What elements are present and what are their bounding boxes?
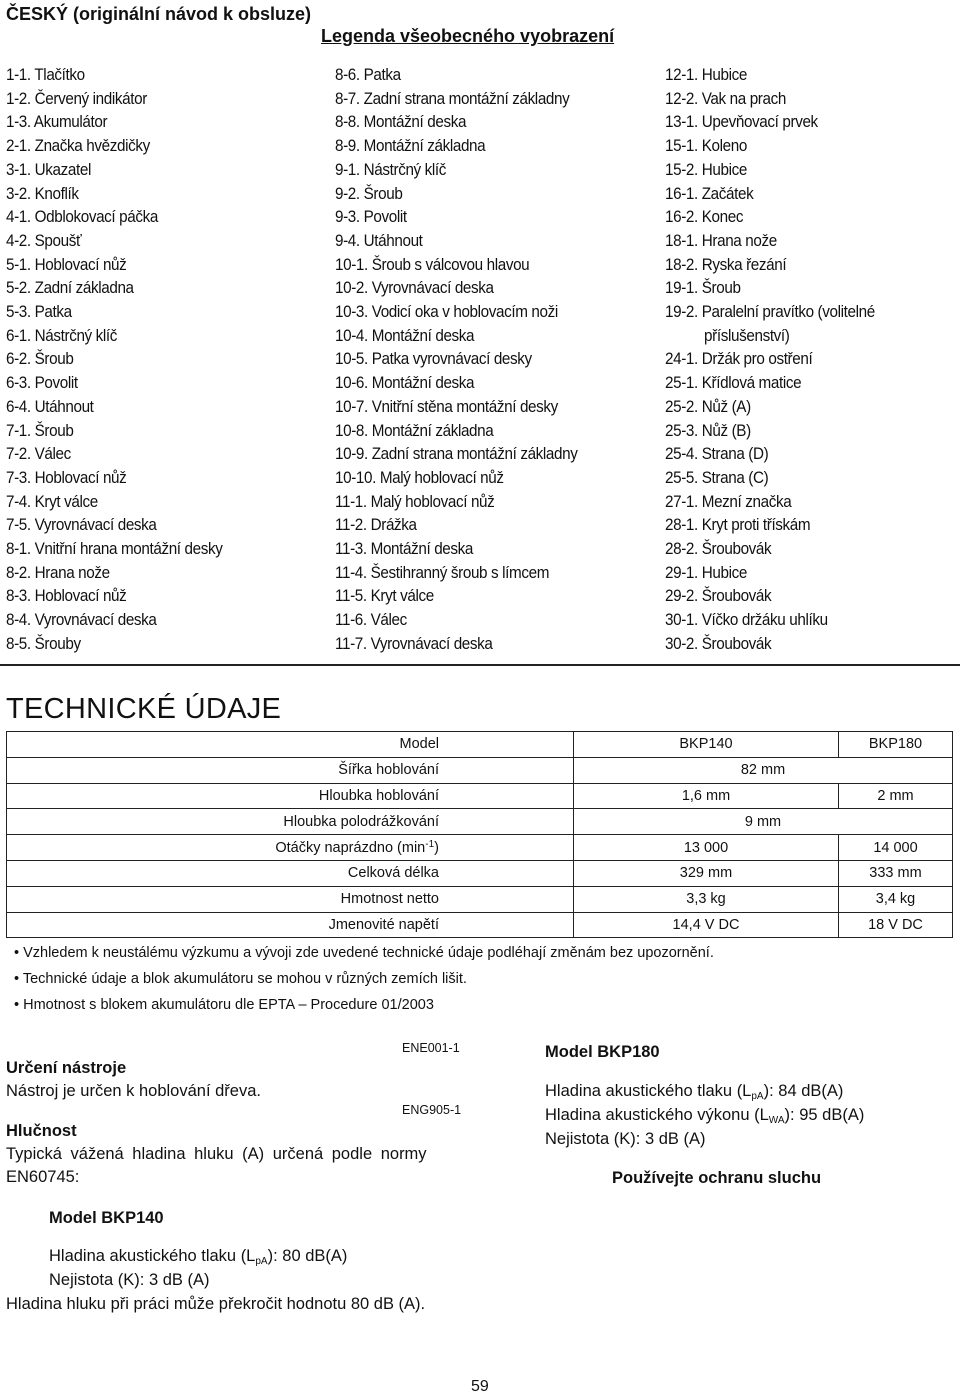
spec-label: Model xyxy=(7,732,574,758)
legend-item: 8-1. Vnitřní hrana montážní desky xyxy=(6,540,223,559)
section-divider xyxy=(0,664,960,666)
bkp140-exceed-note: Hladina hluku při práci může překročit hodnotu 80 dB (A). xyxy=(6,1295,426,1313)
legend-item: 29-1. Hubice xyxy=(665,563,747,582)
legend-item: 8-4. Vyrovnávací deska xyxy=(6,611,157,630)
noise-text: Typická vážená hladina hluku (A) určená podle normy xyxy=(6,1145,427,1163)
spec-value: 13 000 xyxy=(574,835,839,861)
legend-item: 10-7. Vnitřní stěna montážní desky xyxy=(335,397,558,416)
legend-item: 11-4. Šestihranný šroub s límcem xyxy=(335,563,550,582)
table-row xyxy=(7,912,953,938)
spec-notes xyxy=(14,940,714,1018)
legend-column-1 xyxy=(6,64,223,657)
legend-column-3 xyxy=(665,64,875,657)
legend-item: 11-3. Montážní deska xyxy=(335,540,474,559)
noise-text: EN60745: xyxy=(6,1168,80,1186)
spec-value: 2 mm xyxy=(839,783,953,809)
legend-item: 2-1. Značka hvězdičky xyxy=(6,137,150,156)
spec-label xyxy=(7,835,574,861)
legend-item: 9-4. Utáhnout xyxy=(335,231,423,250)
legend-item: 11-2. Drážka xyxy=(335,516,417,535)
legend-item: 15-1. Koleno xyxy=(665,137,747,156)
legend-item: 10-5. Patka vyrovnávací desky xyxy=(335,350,532,369)
legend-item: 18-2. Ryska řezání xyxy=(665,255,787,274)
noise-heading: Hlučnost xyxy=(6,1122,77,1140)
legend-item: 24-1. Držák pro ostření xyxy=(665,350,813,369)
legend-item: 6-4. Utáhnout xyxy=(6,397,94,416)
text: ): 95 dB(A) xyxy=(784,1106,865,1124)
spec-value: 14 000 xyxy=(839,835,953,861)
spec-value: BKP140 xyxy=(574,732,839,758)
specs-title: TECHNICKÉ ÚDAJE xyxy=(6,693,282,725)
legend-item: 5-2. Zadní základna xyxy=(6,279,134,298)
legend-item: 25-4. Strana (D) xyxy=(665,445,769,464)
bkp180-lpa xyxy=(545,1080,843,1103)
legend-item: 12-1. Hubice xyxy=(665,66,747,84)
legend-item: 7-4. Kryt válce xyxy=(6,492,98,511)
legend-item: 10-9. Zadní strana montážní základny xyxy=(335,445,578,464)
legend-item: 6-2. Šroub xyxy=(6,350,74,369)
legend-item: 30-2. Šroubovák xyxy=(665,634,772,653)
legend-item: 25-3. Nůž (B) xyxy=(665,421,751,440)
spec-label: Hmotnost netto xyxy=(7,886,574,912)
legend-item: 1-1. Tlačítko xyxy=(6,66,85,84)
legend-item: 8-9. Montážní základna xyxy=(335,137,486,156)
legend-item: 1-3. Akumulátor xyxy=(6,113,108,132)
spec-label: Šířka hoblování xyxy=(7,757,574,783)
legend-item: 25-5. Strana (C) xyxy=(665,468,769,487)
legend-item: 8-7. Zadní strana montážní základny xyxy=(335,89,570,108)
legend-column-2 xyxy=(335,64,578,657)
table-row xyxy=(7,783,953,809)
text: Hladina akustického tlaku (L xyxy=(49,1247,256,1265)
legend-heading: Legenda všeobecného vyobrazení xyxy=(321,26,615,46)
legend-item: 28-1. Kryt proti třískám xyxy=(665,516,811,535)
bkp140-uncertainty: Nejistota (K): 3 dB (A) xyxy=(49,1271,210,1289)
legend-item: 3-2. Knoflík xyxy=(6,184,79,203)
spec-label: Celková délka xyxy=(7,860,574,886)
legend-item: 1-2. Červený indikátor xyxy=(6,89,147,108)
bkp180-lwa xyxy=(545,1104,864,1127)
model-bkp180-heading: Model BKP180 xyxy=(545,1043,660,1061)
legend-item: 8-6. Patka xyxy=(335,66,401,84)
legend-item: 8-5. Šrouby xyxy=(6,634,81,653)
legend-item: 7-5. Vyrovnávací deska xyxy=(6,516,157,535)
legend-item: 19-2. Paralelní pravítko (volitelné xyxy=(665,303,875,322)
section-code: ENE001-1 xyxy=(402,1041,460,1055)
legend-item: 10-3. Vodicí oka v hoblovacím noži xyxy=(335,303,558,322)
spec-note: • Hmotnost s blokem akumulátoru dle EPTA – Procedure 01/2003 xyxy=(14,997,434,1013)
spec-value: 18 V DC xyxy=(839,912,953,938)
legend-item: 6-3. Povolit xyxy=(6,374,78,393)
legend-item: 10-6. Montážní deska xyxy=(335,374,475,393)
legend-item: 16-2. Konec xyxy=(665,208,744,227)
spec-value: 3,4 kg xyxy=(839,886,953,912)
spec-value: BKP180 xyxy=(839,732,953,758)
bkp180-uncertainty: Nejistota (K): 3 dB (A) xyxy=(545,1130,706,1148)
subscript: WA xyxy=(768,1115,785,1126)
table-row xyxy=(7,732,953,758)
spec-label: Hloubka hoblování xyxy=(7,783,574,809)
spec-note: • Technické údaje a blok akumulátoru se mohou v různých zemích lišit. xyxy=(14,971,467,987)
legend-item: 6-1. Nástrčný klíč xyxy=(6,326,118,345)
legend-item: 8-2. Hrana nože xyxy=(6,563,110,582)
legend-item: 29-2. Šroubovák xyxy=(665,587,772,606)
legend-item: 11-7. Vyrovnávací deska xyxy=(335,634,493,653)
subscript: pA xyxy=(255,1256,268,1267)
legend-item: 9-3. Povolit xyxy=(335,208,407,227)
spec-note: • Vzhledem k neustálému výzkumu a vývoji zde uvedené technické údaje podléhají změnám bez upozornění. xyxy=(14,945,714,961)
table-row xyxy=(7,860,953,886)
intended-use-text: Nástroj je určen k hoblování dřeva. xyxy=(6,1082,261,1100)
intended-use-heading: Určení nástroje xyxy=(6,1059,127,1077)
legend-item: 10-2. Vyrovnávací deska xyxy=(335,279,494,298)
legend-item: 10-1. Šroub s válcovou hlavou xyxy=(335,255,530,274)
legend-item: 7-2. Válec xyxy=(6,445,71,464)
table-row xyxy=(7,886,953,912)
legend-item: 27-1. Mezní značka xyxy=(665,492,792,511)
subscript: pA xyxy=(751,1091,764,1102)
legend-item: 19-1. Šroub xyxy=(665,279,741,298)
section-code: ENG905-1 xyxy=(402,1103,462,1117)
legend-item: 10-4. Montážní deska xyxy=(335,326,475,345)
spec-value: 329 mm xyxy=(574,860,839,886)
legend-item: 25-1. Křídlová matice xyxy=(665,374,802,393)
spec-value: 82 mm xyxy=(574,757,953,783)
legend-item: 13-1. Upevňovací prvek xyxy=(665,113,818,132)
text: ): 84 dB(A) xyxy=(763,1082,844,1100)
legend-item: 4-2. Spoušť xyxy=(6,231,82,250)
legend-item: 10-10. Malý hoblovací nůž xyxy=(335,468,504,487)
spec-label: Hloubka polodrážkování xyxy=(7,809,574,835)
legend-item-continuation: příslušenství) xyxy=(704,326,790,345)
table-row xyxy=(7,835,953,861)
legend-item: 7-1. Šroub xyxy=(6,421,74,440)
legend-item: 3-1. Ukazatel xyxy=(6,160,91,179)
model-bkp140-heading: Model BKP140 xyxy=(49,1209,164,1227)
legend-item: 25-2. Nůž (A) xyxy=(665,397,751,416)
legend-item: 12-2. Vak na prach xyxy=(665,89,786,108)
language-heading: ČESKÝ (originální návod k obsluze) xyxy=(6,4,312,24)
spec-value: 14,4 V DC xyxy=(574,912,839,938)
legend-item: 4-1. Odblokovací páčka xyxy=(6,208,158,227)
text: Hladina akustického výkonu (L xyxy=(545,1106,769,1124)
spec-label-text: ) xyxy=(434,839,439,856)
table-row xyxy=(7,809,953,835)
text: Hladina akustického tlaku (L xyxy=(545,1082,752,1100)
text: ): 80 dB(A) xyxy=(267,1247,348,1265)
legend-item: 9-2. Šroub xyxy=(335,184,403,203)
legend-item: 28-2. Šroubovák xyxy=(665,540,772,559)
legend-item: 16-1. Začátek xyxy=(665,184,754,203)
legend-item: 8-8. Montážní deska xyxy=(335,113,467,132)
legend-item: 8-3. Hoblovací nůž xyxy=(6,587,127,606)
spec-value: 333 mm xyxy=(839,860,953,886)
legend-item: 30-1. Víčko držáku uhlíku xyxy=(665,611,828,630)
legend-item: 11-1. Malý hoblovací nůž xyxy=(335,492,495,511)
spec-label-text: Otáčky naprázdno (min xyxy=(275,839,426,856)
legend-item: 11-6. Válec xyxy=(335,611,407,630)
specs-table xyxy=(6,731,953,938)
legend-item: 5-3. Patka xyxy=(6,303,72,322)
spec-label: Jmenovité napětí xyxy=(7,912,574,938)
spec-value: 1,6 mm xyxy=(574,783,839,809)
legend-item: 7-3. Hoblovací nůž xyxy=(6,468,127,487)
page-number: 59 xyxy=(471,1378,489,1395)
spec-label-sup: -1 xyxy=(425,838,435,850)
legend-item: 15-2. Hubice xyxy=(665,160,747,179)
legend-item: 11-5. Kryt válce xyxy=(335,587,434,606)
legend-item: 18-1. Hrana nože xyxy=(665,231,777,250)
legend-item: 5-1. Hoblovací nůž xyxy=(6,255,127,274)
spec-value: 3,3 kg xyxy=(574,886,839,912)
table-row xyxy=(7,757,953,783)
legend-item: 9-1. Nástrčný klíč xyxy=(335,160,447,179)
legend-item: 10-8. Montážní základna xyxy=(335,421,494,440)
bkp140-lpa xyxy=(49,1245,347,1268)
spec-value: 9 mm xyxy=(574,809,953,835)
hearing-protection-note: Používejte ochranu sluchu xyxy=(612,1169,822,1187)
